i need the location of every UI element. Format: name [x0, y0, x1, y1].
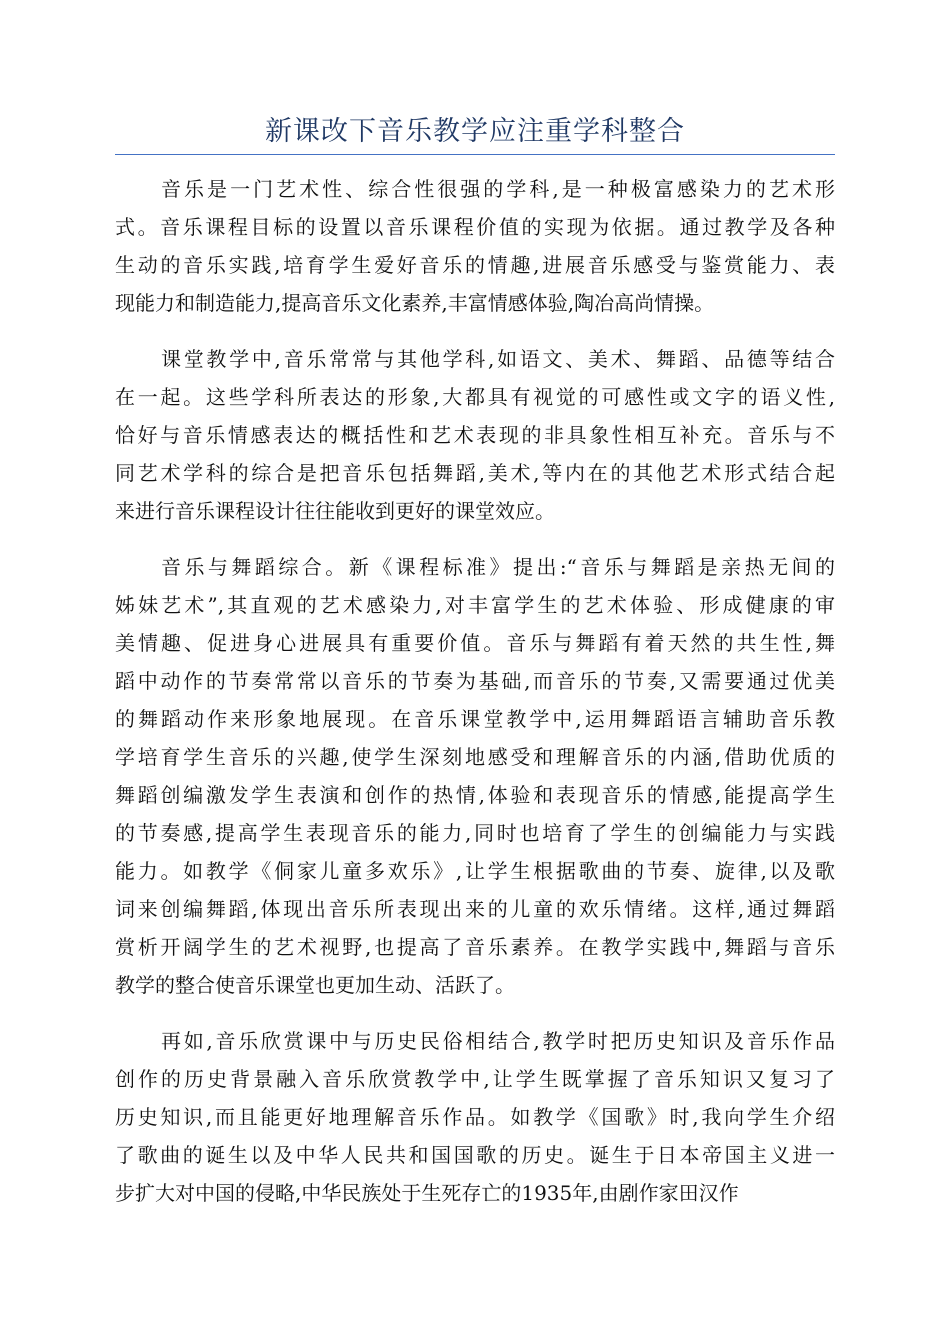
paragraph-line: 音乐是一门艺术性、综合性很强的学科,是一种极富感染力的艺术形: [161, 177, 835, 201]
document-title: 新课改下音乐教学应注重学科整合: [265, 116, 685, 147]
paragraph-line: 能力。如教学《侗家儿童多欢乐》,让学生根据歌曲的节奏、旋律,以及歌: [115, 859, 835, 883]
paragraph-line: 舞蹈创编激发学生表演和创作的热情,体验和表现音乐的情感,能提高学生: [115, 783, 835, 807]
paragraph-line: 式。音乐课程目标的设置以音乐课程价值的实现为依据。通过教学及各种: [115, 215, 835, 239]
paragraph-line: 步扩大对中国的侵略,中华民族处于生死存亡的1935年,由剧作家田汉作: [115, 1181, 739, 1205]
paragraph-line: 教学的整合使音乐课堂也更加生动、活跃了。: [115, 973, 515, 997]
paragraph-line: 的节奏感,提高学生表现音乐的能力,同时也培育了学生的创编能力与实践: [115, 821, 835, 845]
paragraph: [115, 340, 835, 530]
paragraph: [115, 170, 835, 322]
paragraph-line: 蹈中动作的节奏常常以音乐的节奏为基础,而音乐的节奏,又需要通过优美: [115, 669, 835, 693]
paragraph-line: 来进行音乐课程设计往往能收到更好的课堂效应。: [115, 499, 555, 523]
title-underline: [115, 154, 835, 155]
paragraph-line: 在一起。这些学科所表达的形象,大都具有视觉的可感性或文字的语义性,: [115, 385, 835, 409]
paragraph-line: 恰好与音乐情感表达的概括性和艺术表现的非具象性相互补充。音乐与不: [115, 423, 835, 447]
paragraph-line: 了歌曲的诞生以及中华人民共和国国歌的历史。诞生于日本帝国主义进一: [115, 1143, 835, 1167]
paragraph-line: 历史知识,而且能更好地理解音乐作品。如教学《国歌》时,我向学生介绍: [115, 1105, 835, 1129]
paragraph-line: 课堂教学中,音乐常常与其他学科,如语文、美术、舞蹈、品德等结合: [161, 347, 835, 371]
paragraph: [115, 548, 835, 1004]
paragraph-line: 的舞蹈动作来形象地展现。在音乐课堂教学中,运用舞蹈语言辅助音乐教: [115, 707, 835, 731]
paragraph-line: 学培育学生音乐的兴趣,使学生深刻地感受和理解音乐的内涵,借助优质的: [115, 745, 835, 769]
paragraph-line: 现能力和制造能力,提高音乐文化素养,丰富情感体验,陶冶高尚情操。: [115, 291, 715, 315]
paragraph-line: 同艺术学科的综合是把音乐包括舞蹈,美术,等内在的其他艺术形式结合起: [115, 461, 835, 485]
paragraph-line: 词来创编舞蹈,体现出音乐所表现出来的儿童的欢乐情绪。这样,通过舞蹈: [115, 897, 835, 921]
paragraph-line: 生动的音乐实践,培育学生爱好音乐的情趣,进展音乐感受与鉴赏能力、表: [115, 253, 835, 277]
paragraph-line: 美情趣、促进身心进展具有重要价值。音乐与舞蹈有着天然的共生性,舞: [115, 631, 835, 655]
paragraph-line: 再如,音乐欣赏课中与历史民俗相结合,教学时把历史知识及音乐作品: [161, 1029, 835, 1053]
paragraph-line: 音乐与舞蹈综合。新《课程标准》提出:“音乐与舞蹈是亲热无间的: [161, 555, 835, 579]
paragraph-line: 赏析开阔学生的艺术视野,也提高了音乐素养。在教学实践中,舞蹈与音乐: [115, 935, 835, 959]
document-body: [115, 170, 835, 1230]
paragraph-line: 姊妹艺术”,其直观的艺术感染力,对丰富学生的艺术体验、形成健康的审: [115, 593, 835, 617]
paragraph: [115, 1022, 835, 1212]
paragraph-line: 创作的历史背景融入音乐欣赏教学中,让学生既掌握了音乐知识又复习了: [115, 1067, 835, 1091]
